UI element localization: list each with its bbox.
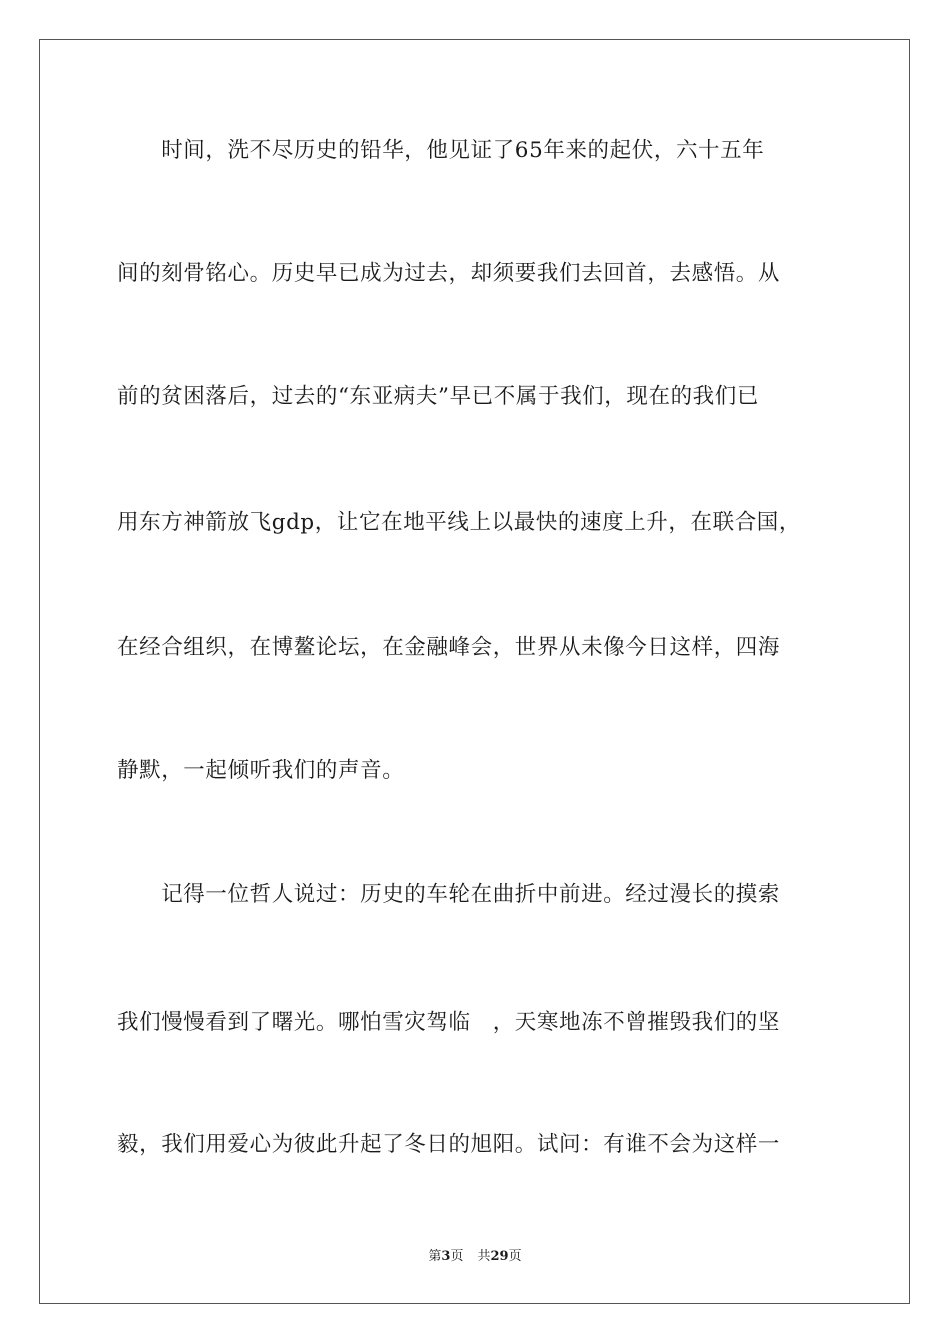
paragraph-1-line-2: 间的刻骨铭心。历史早已成为过去，却须要我们去回首，去感悟。从 <box>117 261 781 286</box>
total-prefix: 共 <box>477 1249 491 1264</box>
paragraph-2-line-3: 毅，我们用爱心为彼此升起了冬日的旭阳。试问：有谁不会为这样一 <box>117 1132 781 1157</box>
paragraph-1-line-1: 时间，洗不尽历史的铅华，他见证了65年来的起伏，六十五年 <box>117 138 765 163</box>
paragraph-2-line-2: 我们慢慢看到了曙光。哪怕雪灾驾临 ，天寒地冻不曾摧毁我们的坚 <box>117 1010 781 1035</box>
paragraph-1-line-6: 静默，一起倾听我们的声音。 <box>117 758 405 783</box>
page-border <box>39 39 910 1304</box>
paragraph-1-line-4: 用东方神箭放飞gdp，让它在地平线上以最快的速度上升，在联合国， <box>117 510 801 535</box>
page-footer <box>0 1248 950 1266</box>
page-prefix: 第 <box>428 1249 442 1264</box>
total-pages: 29 <box>490 1249 509 1264</box>
page-suffix: 页 <box>450 1249 464 1264</box>
page-number: 3 <box>441 1249 451 1264</box>
paragraph-2-line-1: 记得一位哲人说过：历史的车轮在曲折中前进。经过漫长的摸索 <box>117 882 781 907</box>
total-suffix: 页 <box>508 1249 522 1264</box>
paragraph-1-line-5: 在经合组织，在博鳌论坛，在金融峰会，世界从未像今日这样，四海 <box>117 635 781 660</box>
paragraph-1-line-3: 前的贫困落后，过去的“东亚病夫”早已不属于我们，现在的我们已 <box>117 384 759 409</box>
